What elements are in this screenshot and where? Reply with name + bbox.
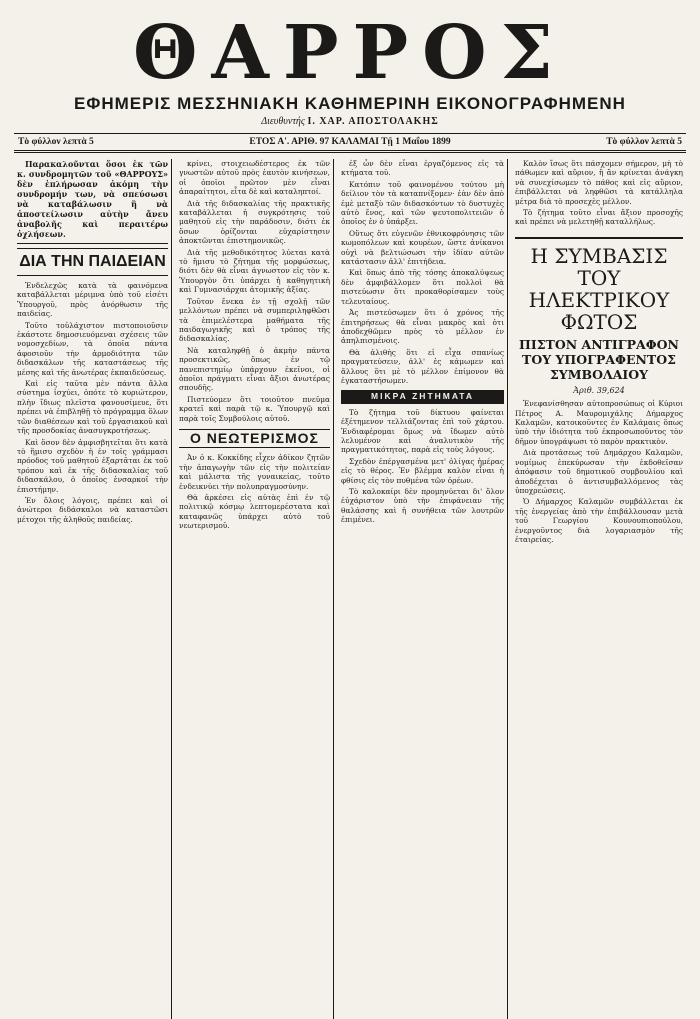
article-paragraph: Τοῦτον ἔνεκα ἐν τῇ σχολῇ τῶν μελλόντων πρέπει νὰ συμπεριληφθῶσι τὰ ἐπιμελέστερα μαθήματα τῆς παιδαγωγικῆς καὶ ὁ τρόπος τῆς διδασκαλίας. (179, 296, 330, 344)
article-paragraph: Ἀν ὁ κ. Κοκκίδης εἶχεν ἀδίκον ζητῶν τὴν ἀπαγωγὴν τῶν εἰς τὴν πολιτείαν καὶ μάλιστα τῆς γυναικείας, τοῦτο ἐνδεικνύει τὴν πολυπραγμοσύνην. (179, 453, 330, 491)
price-right: Τὸ φύλλον λεπτὰ 5 (606, 137, 682, 147)
article-paragraph: Καὶ ὅσον δὲν ἀμφισβητεῖται ὅτι κατὰ τὸ ἥμισυ σχεδὸν ἡ ἐν τοῖς γράμμασι πρόοδος τοῦ μαθητοῦ ἐξαρτᾶται ἐκ τοῦ τρόπου καὶ ἐκ τῆς διδασκαλίας τοῦ διδασκάλου, ὁ ὁποῖος ἐνσαρκοῖ τὴν ἐπιστήμην. (17, 437, 168, 494)
article-paragraph: Διὰ τῆς μεθοδικότητος λύεται κατὰ τὸ ἥμισυ τὸ ζήτημα τῆς μορφώσεως, διότι δὲν θὰ εἶναι ἀγνωστον εἰς τὸν κ. Ὑπουργὸν ὅτι ὑπάρχει ἡ καθηγητικὴ καὶ Γυμνασιάρχαι ἀτομικῆς ἀξίας. (179, 247, 330, 295)
article-heading-neoterismos: Ο ΝΕΩΤΕΡΙΣΜΟΣ (179, 429, 330, 448)
article-heading-paideia: ΔΙΑ ΤΗΝ ΠΑΙΔΕΙΑΝ (17, 248, 168, 276)
columns (14, 159, 686, 1019)
price-left: Τὸ φύλλον λεπτὰ 5 (18, 137, 94, 147)
article-paragraph: Τὸ ζήτημα τοῦτο εἶναι ἄξιον προσοχῆς καὶ πρέπει νὰ μελετηθῇ καταλλήλως. (515, 208, 683, 227)
article-paragraph: Κατόπιν τοῦ φαινομένου τούτου μὴ δείλιον τὸν τὰ καταπνίξομεν· ἐὰν δὲν ἀπὸ ἐμὲ μεταξὺ τῶν διδασκόντων τὸ δυστυχὲς αὐτὸ ἔνος, καὶ τῶν ψευτοπολιτειῶν ὁ ὁποῖος ἐν ὁ ὑπάρξει. (341, 179, 504, 227)
column-1 (14, 159, 172, 1019)
contract-number: Ἀριθ. 39,624 (573, 385, 625, 395)
newspaper-title: ΘΑΡΡΟΣ (133, 10, 567, 96)
article-paragraph: Διὰ τῆς διδασκαλίας τῆς πρακτικῆς καταβάλλεται ἡ συγκρότησις τοῦ μαθητοῦ εἰς τὴν παράδοσιν, διότι ἐκ ὅσων ὁρίζονται εὐχαρίστησιν ἀποκτῶνται ἐπιστημονικῶς. (179, 198, 330, 246)
article-paragraph: Καὶ ὅπως ἀπὸ τῆς τόσης ἀποκαλύψεως δὲν ἀμφιβάλλομεν ὅτι πολλοὶ θὰ πιστεύωσιν ὅτι προκαθορίσαμεν τοὺς τελευταίους. (341, 268, 504, 306)
director-name: Ι. ΧΑΡ. ΑΠΟΣΤΟΛΑΚΗΣ (307, 116, 439, 127)
article-heading-mikra-zitimata: ΜΙΚΡΑ ΖΗΤΗΜΑΤΑ (341, 390, 504, 403)
contract-subheading: ΠΙΣΤΟΝ ΑΝΤΙΓΡΑΦΟΝ ΤΟΥ ΥΠΟΓΡΑΦΕΝΤΟΣ ΣΥΜΒΟΛΑΙΟΥ (519, 336, 679, 382)
article-paragraph: Πιστεύομεν ὅτι τοιοῦτον πνεῦμα κρατεῖ καὶ παρὰ τῷ κ. Ὑπουργῷ καὶ παρὰ τοῖς Συμβούλοις αὐτοῦ. (179, 394, 330, 423)
newspaper-subtitle: ΕΦΗΜΕΡΙΣ ΜΕΣΣΗΝΙΑΚΗ ΚΑΘΗΜΕΡΙΝΗ ΕΙΚΟΝΟΓΡΑΦΗΜΕΝΗ (74, 94, 626, 113)
article-paragraph: Τὸ καλοκαίρι δὲν προμηνύεται δι' ὅλον ἐὐχάριστον ὑπὸ τὴν ἐπιφάνειαν τῆς θαλάσσης καὶ ἡ συνήθεια τῶν λουτρῶν ἐπιμένει. (341, 487, 504, 525)
article-paragraph: Θὰ ἀλιθὴς ὅτι εἰ εἶχα σπανίως πραγματεύσειν, ἀλλ' ἐς κάμωμεν καὶ ἄλλους ὅτι μὲ τὸ μέλλον ἐπίμονον θὰ ἐγκαταστήσωμεν. (341, 347, 504, 385)
director-label: Διευθυντής (261, 116, 305, 127)
director-line (14, 116, 686, 127)
article-paragraph: Ὁ Δήμαρχος Καλαμῶν συμβάλλεται ἐκ τῆς ἐνεργείας ἀπὸ τὴν ἐπιβάλλουσαν μετὰ τοῦ Γεωργίου Κουνουπιοπούλου, ἐνεργοῦντος διὰ λογαριασμὸν τῆς ἐταιρείας. (515, 497, 683, 544)
article-paragraph: Καλὸν ἴσως ὅτι πάσχομεν σήμερον, μὴ τὸ πάθωμεν καὶ αὔριον, ἢ ἂν κρίνεται ἀνάγκη νὰ συνεχίσωμεν τὸ πάθος καὶ εἰς αὔριον, ἐπιβάλλεται νὰ ληφθῶσι τὰ κατάλληλα μέτρα διὰ τὸ προσεχὲς μέλλον. (515, 159, 683, 206)
article-paragraph: Διὰ προτάσεως τοῦ Δημάρχου Καλαμῶν, νομίμως ἐπεκύρωσαν τὴν ἐκδοθεῖσαν ἀπόφασιν τοῦ δημοτικοῦ συμβουλίου καὶ ἀποδέχεται ὁ ἀντισυμβαλλόμενος τὰς ὑποχρεώσεις. (515, 448, 683, 495)
article-paragraph: κρίνει, στοιχειωδέστερος ἐκ τῶν γνωστῶν αὐτοῦ πρὸς ἑαυτὸν κινήσεων, οἱ ὁποῖοι πρῶτον μὲν εἶναι ἀπαραίτητοι, εἶτα δὲ καὶ καταληπτοί. (179, 159, 330, 197)
article-paragraph: Ἐνδελεχῶς κατὰ τὰ φαινόμενα καταβάλλεται μέριμνα ὑπὸ τοῦ εἰσέτι Ὑπουργοῦ, πρὸς ἀνόρθωσιν τῆς παιδείας. (17, 281, 168, 319)
article-paragraph: Τὸ ζήτημα τοῦ δίκτυου φαίνεται ἐξέτημενον τελλιάζοντας ἐπὶ τοῦ χάρτου. Ἐνδιαφέρομαι ὅμως νὰ ἴδωμεν αὐτὸ λελυμένον καὶ ἀναλυτικὸν τῆς πραγματικότητος, παρὰ εἰς τοὺς λόγους. (341, 407, 504, 455)
contract-heading: Η ΣΥΜΒΑΣΙΣ ΤΟΥ ΗΛΕΚΤΡΙΚΟΥ ΦΩΤΟΣ (515, 237, 683, 333)
masthead (14, 10, 686, 153)
article-paragraph: Ἐν ὅλοις λόγοις, πρέπει καὶ οἱ ἀνώτεροι διδάσκαλοι νὰ καταστῶσι μέτοχοι τῆς ἀληθοῦς παιδείας. (17, 495, 168, 524)
subscriber-notice: Παρακαλοῦνται ὅσοι ἐκ τῶν κ. συνδρομητῶν τοῦ «ΘΑΡΡΟΥΣ» δὲν ἐπλήρωσαν ἀκόμη τὴν συνδρομήν των, νὰ σπεύσωσι νὰ καταβάλωσιν ἢ νὰ ἀποστείλωσιν αὐτὴν ἄνευ ἀναβολῆς καὶ περαιτέρω ὀχλήσεων. (17, 159, 168, 244)
article-paragraph: ἐξ ὧν δὲν εἶναι ἐργαζόμενος εἰς τὰ κτήματα τοῦ. (341, 159, 504, 178)
article-paragraph: Νὰ καταληφθῇ ὁ ἀκμὴν πάντα προσεκτικῶς, ὅπως ἐν τῷ πανεπιστημίῳ ὑπάρχουν ἐκεῖνοι, οἱ ὁποῖοι πράγματι εἶναι ἄξιοι ἀνωτέρας σπουδῆς. (179, 345, 330, 393)
article-paragraph: Ἀς πιστεύσωμεν ὅτι ὁ χρόνος τῆς ἐπιτηρήσεως θὰ εἶναι μακρὸς καὶ ὁτι ἀποδεχθῶμεν πρὸς τὸ μέλλον ἐν ἀπηλπισμένοις. (341, 308, 504, 346)
article-paragraph: Καὶ εἰς ταῦτα μὲν πάντα ἄλλα σύστημα ἰσχύει, ὁπότε τὸ κυριώτερον, πλὴν ἴδιως πλεῖστα φανουσίμευε, ὅτι πρέπει νὰ ἐπιβληθῇ τὸ πρόγραμμα ὅλων τῶν διαθέσεων καὶ τοῦ ἐργασιακοῦ καὶ τῆς προσδοκίας ἀνασυγκροτήσεως. (17, 379, 168, 436)
newspaper-page (14, 10, 686, 978)
column-2 (176, 159, 334, 1019)
article-paragraph: Σχεδὸν ἐπέργασμένα μετ' ὀλίγας ἡμέρας εἰς τὸ θέρος. Ἐν βλέμμα καλὸν εἶναι ἡ φθίσις εἰς τὸν πυθμένα τῶν ὀρέων. (341, 456, 504, 485)
article-paragraph: Οὕτως ὅτι εὐγενῶν ἐθνικοφρόνησις τῶν κωμοπόλεων καὶ κουρέων, ὥστε ἀνίκανοι οὐχὶ νὰ βελτιώσωσι τὴν ἰδίαν αὐτῶν κατάστασιν ἀλλ' ἐπιτήδεια. (341, 228, 504, 267)
article-paragraph: Ἐνεφανίσθησαν αὐτοπροσώπως οἱ Κύριοι Πέτρος Α. Μαυρομιχάλης Δήμαρχος Καλαμῶν, κατοικοῦντες ἐν Καλάμαις ὅπως ὑπὸ τὴν ἰδιότητα τοῦ ἐκπροσωποῦντος τὸν δῆμον ὑπογράψωσι τὸ παρὸν πρακτικὸν. (515, 399, 683, 446)
dateline (14, 133, 686, 153)
column-3 (338, 159, 508, 1019)
article-paragraph: Τοῦτο τοὐλάχιστον πιστοποιοῦσιν ἑκάστοτε δημοσιευόμεναι σχέσεις τῶν νομοσχεδίων, τὰ ὁποῖα πάντα ἀφοσιοῦν τὴν ἀρμοδιότητα τῶν διδασκάλων τῆς καταστάσεως τῆς μέσης καὶ τῆς ἀνωτέρας ἐκπαιδεύσεως. (17, 320, 168, 377)
column-4 (512, 159, 686, 1019)
issue-info: ΕΤΟΣ Α'. ΑΡΙΘ. 97 ΚΑΛΑΜΑΙ Τῇ 1 Μαΐου 1899 (249, 137, 451, 147)
article-paragraph: Θὰ ἀρκέσει εἰς αὐτὰς ἐπὶ ἐν τῷ πολιτικῷ κόσμῳ λεπτομερέστατα καὶ καταφανῶς ὑπάρχει αὐτὸ τοῦ νεωτερισμοῦ. (179, 493, 330, 531)
